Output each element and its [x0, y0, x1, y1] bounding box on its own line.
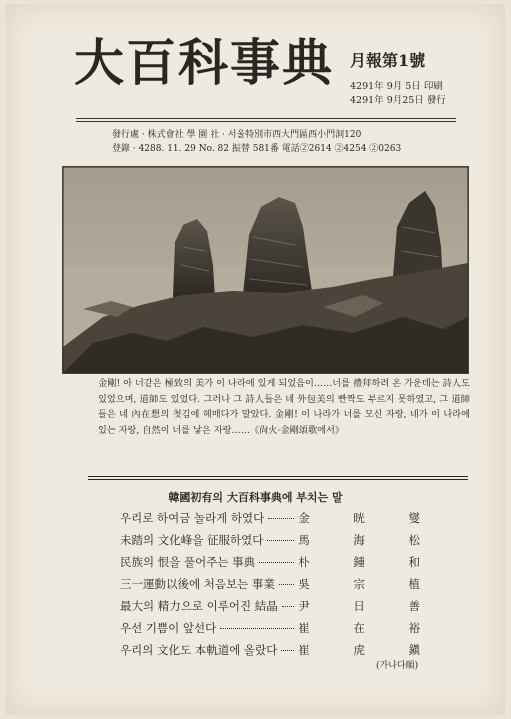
leader-dots	[279, 584, 294, 585]
publisher-address: 發行處 · 株式會社 學 園 社 · 서울特別市西大門區西小門洞120	[112, 130, 362, 140]
tributes-list	[120, 510, 440, 664]
section-rule-top	[88, 476, 468, 477]
photo-drawing	[63, 167, 468, 373]
tribute-title: 民族의 恨을 풀어주는 事典	[120, 555, 256, 569]
issue-dates	[350, 80, 446, 108]
tribute-author: 吳 宗 植	[298, 577, 440, 591]
tribute-entry	[120, 576, 440, 598]
publisher-registration: 登錄 · 4288. 11. 29 No. 82 振替 581番 電話②2614 ②4254 ②0263	[112, 144, 402, 154]
leader-dots	[281, 650, 294, 651]
leader-dots	[267, 540, 294, 541]
tribute-author: 金 晄 燮	[298, 511, 440, 525]
publish-date: 4291年 9月25日 發行	[350, 95, 446, 106]
section-rule-second	[88, 479, 468, 480]
masthead-title: 大百科事典	[74, 33, 334, 92]
tribute-author: 尹 日 善	[298, 599, 440, 613]
tribute-author: 崔 在 裕	[298, 621, 440, 635]
issue-number: 月報第1號	[350, 51, 426, 70]
tribute-title: 우리의 文化도 本軌道에 올랐다	[120, 643, 278, 657]
tribute-title: 未踏의 文化峰을 征服하였다	[120, 533, 264, 547]
masthead-rule-top	[76, 118, 456, 119]
tribute-entry	[120, 598, 440, 620]
leader-dots	[282, 606, 294, 607]
tribute-entry	[120, 532, 440, 554]
leader-dots	[268, 518, 294, 519]
print-date: 4291年 9月 5日 印刷	[350, 81, 443, 92]
leader-dots	[259, 562, 294, 563]
publisher-info	[112, 128, 401, 156]
tribute-entry	[120, 554, 440, 576]
tribute-author: 馬 海 松	[298, 533, 440, 547]
order-note: (가나다順)	[376, 661, 419, 671]
photo-caption: 金剛! 아 너같은 極致의 美가 이 나라에 있게 되었음이……너를 禮拜하려 온 가운데는 詩人도 있었으며, 道師도 있었다. 그러나 그 詩人들은 네 外包美의 빤짝도 부르지 못하였고, 그 道師들은 네 內在想의 첫김에 헤매다가 말았다. 金剛! 이 나라가 너를 모신 자랑, 네가 이 나라에 있는 자랑, 自然이 너를 낳은 자랑……《尙火·金剛頌歌에서》	[98, 378, 470, 436]
tribute-entry	[120, 620, 440, 642]
masthead-rule-bottom	[76, 121, 456, 122]
tributes-heading: 韓國初有의 大百科事典에 부치는 말	[168, 491, 343, 504]
tribute-title: 우선 기쁨이 앞선다	[120, 621, 217, 635]
tribute-title: 우리로 하여금 놀라게 하였다	[120, 511, 265, 525]
rocky-coast-photo	[62, 166, 469, 374]
tribute-author: 朴 鍾 和	[298, 555, 440, 569]
tribute-entry	[120, 510, 440, 532]
tribute-title: 三一運動以後에 처음보는 事業	[120, 577, 275, 591]
leader-dots	[220, 628, 294, 629]
tribute-title: 最大의 精力으로 이루어진 結晶	[120, 599, 278, 613]
tribute-author: 崔 虎 鎭	[298, 643, 440, 657]
